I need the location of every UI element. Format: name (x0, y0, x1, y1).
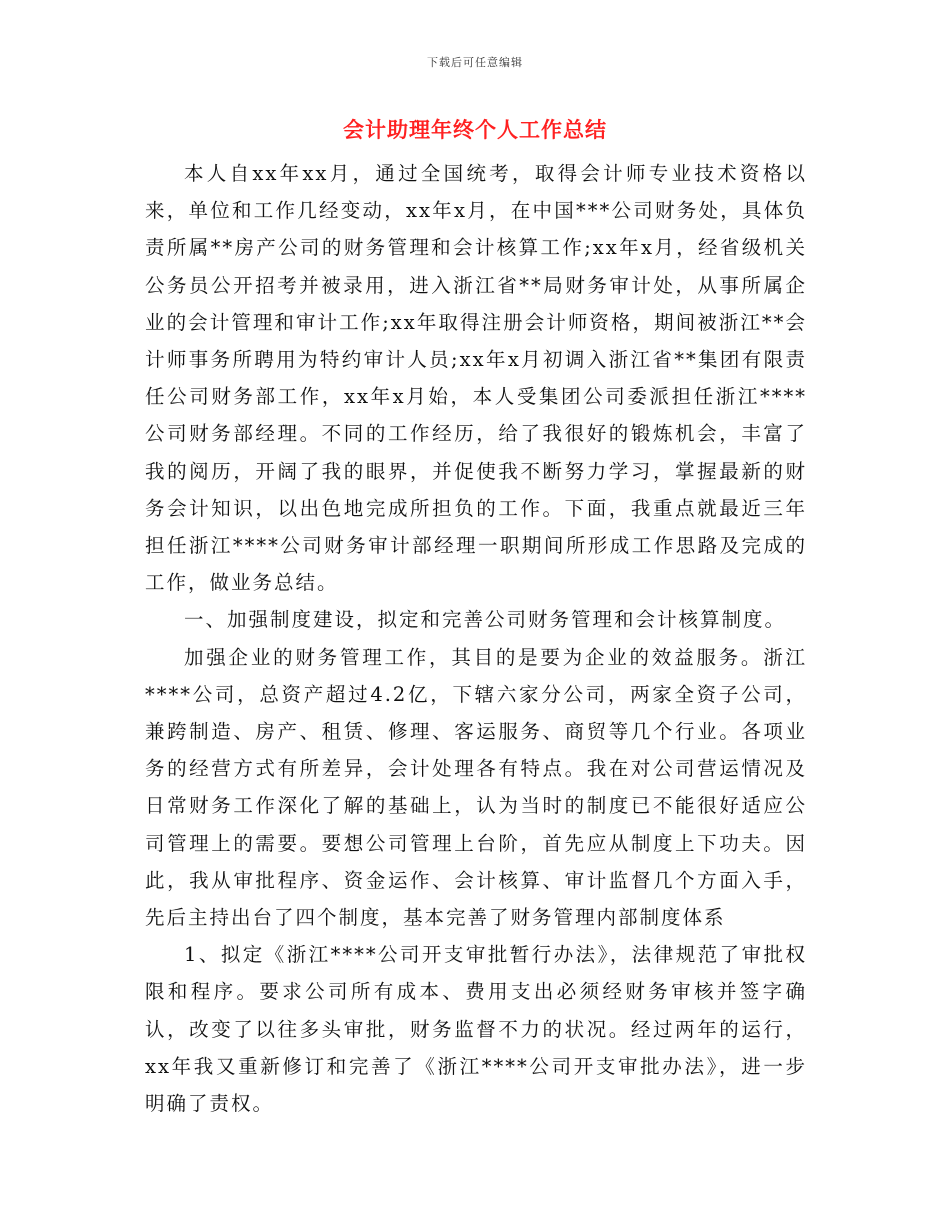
header-note: 下载后可任意编辑 (427, 56, 523, 69)
document-title: 会计助理年终个人工作总结 (343, 118, 607, 142)
paragraph: 一、加强制度建设，拟定和完善公司财务管理和会计核算制度。 (184, 608, 787, 632)
paragraph: 本人自xx年xx月，通过全国统考，取得会计师专业技术资格以来，单位和工作几经变动，xx年x月，在中国***公司财务处，具体负责所属**房产公司的财务管理和会计核算工作;xx年x月，经省级机关公务员公开招考并被录用，进入浙江省**局财务审计处，从事所属企业的会计管理和审计工作;xx年取得注册会计师资格，期间被浙江**会计师事务所聘用为特约审计人员;xx年x月初调入浙江省**集团有限责任公司财务部工作，xx年x月始，本人受集团公司委派担任浙江****公司财务部经理。不同的工作经历，给了我很好的锻炼机会，丰富了我的阅历，开阔了我的眼界，并促使我不断努力学习，掌握最新的财务会计知识，以出色地完成所担负的工作。下面，我重点就最近三年担任浙江****公司财务审计部经理一职期间所形成工作思路及完成的工作，做业务总结。 (145, 162, 807, 595)
paragraph: 加强企业的财务管理工作，其目的是要为企业的效益服务。浙江****公司，总资产超过4.2亿，下辖六家分公司，两家全资子公司，兼跨制造、房产、租赁、修理、客运服务、商贸等几个行业。各项业务的经营方式有所差异，会计处理各有特点。我在对公司营运情况及日常财务工作深化了解的基础上，认为当时的制度已不能很好适应公司管理上的需要。要想公司管理上台阶，首先应从制度上下功夫。因此，我从审批程序、资金运作、会计核算、审计监督几个方面入手，先后主持出台了四个制度，基本完善了财务管理内部制度体系 (145, 645, 807, 930)
document-body (145, 155, 807, 1122)
paragraph: 1、拟定《浙江****公司开支审批暂行办法》，法律规范了审批权限和程序。要求公司所有成本、费用支出必须经财务审核并签字确认，改变了以往多头审批，财务监督不力的状况。经过两年的运行， xx年我又重新修订和完善了《浙江****公司开支审批办法》，进一步明确了责权。 (145, 943, 807, 1116)
